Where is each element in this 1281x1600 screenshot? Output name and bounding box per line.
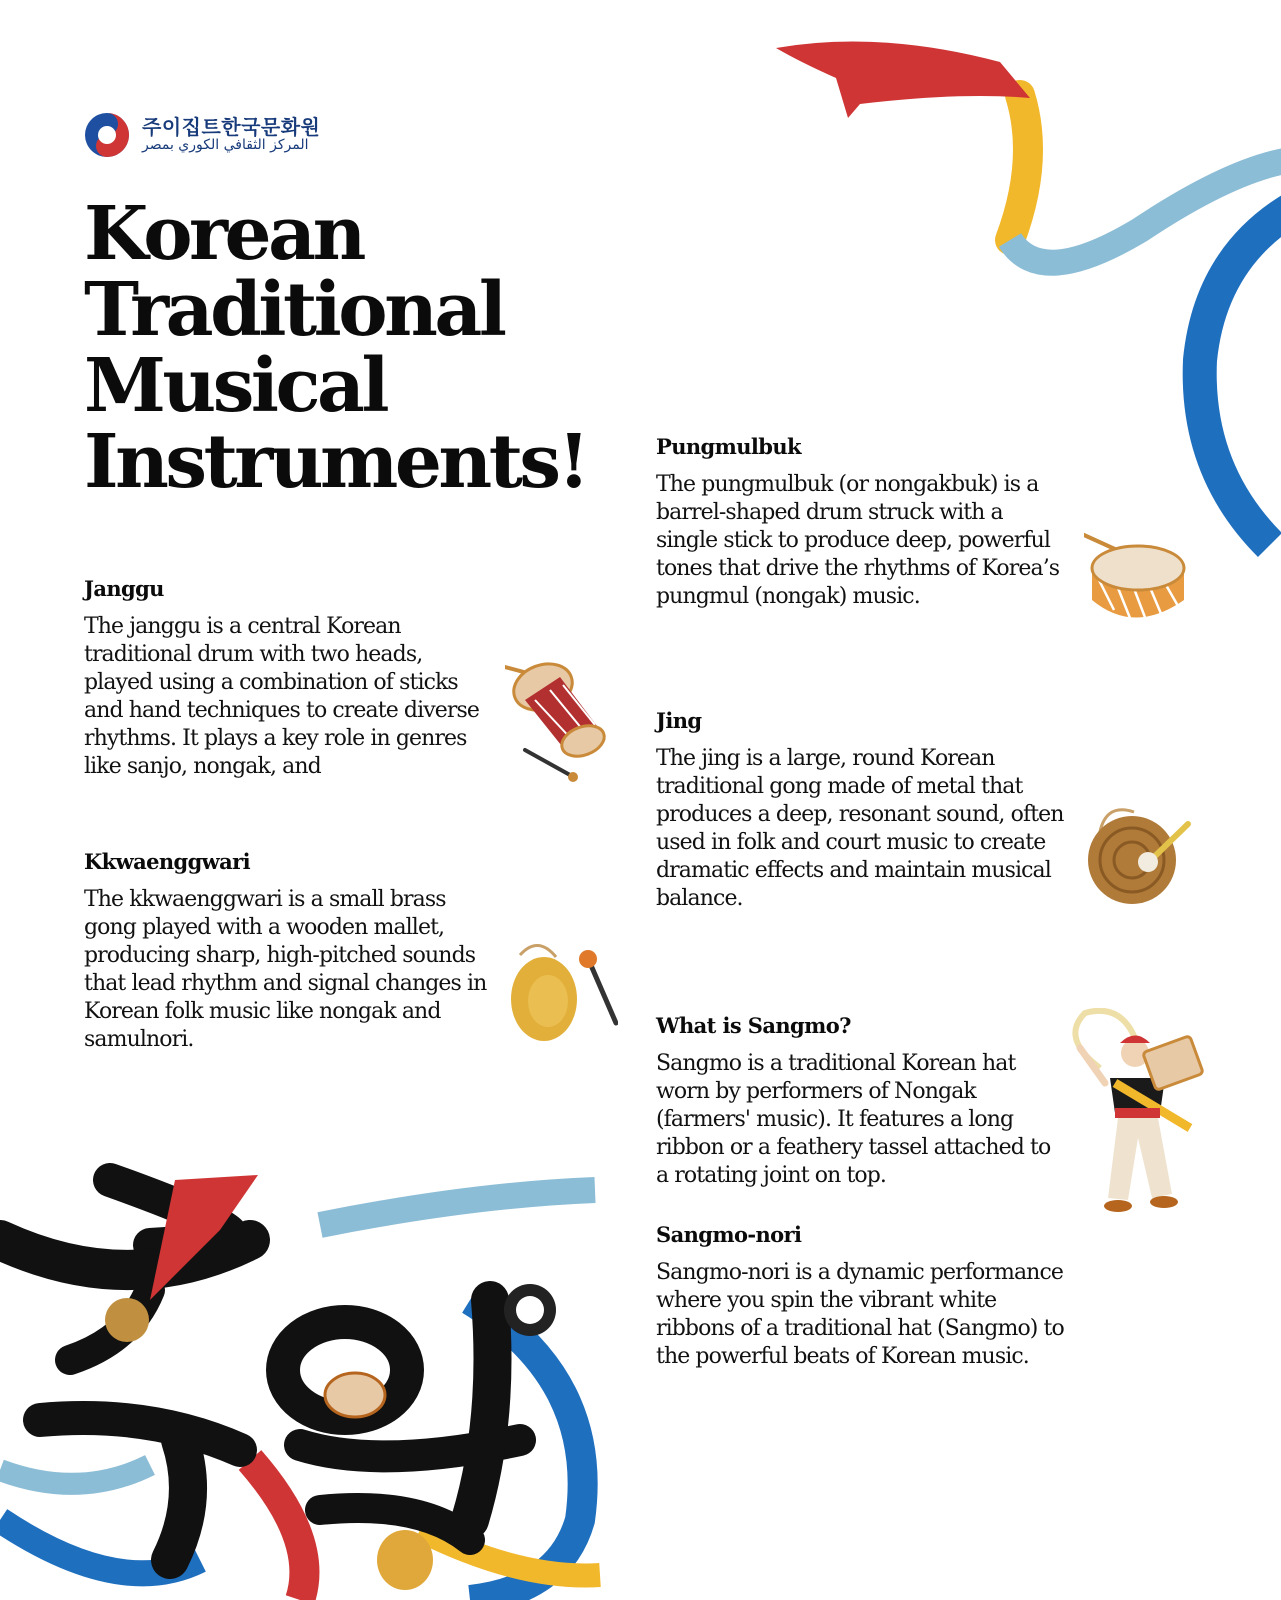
section-body: The janggu is a central Korean traditional drum with two heads, played using a combination of sticks and hand techniques to create diverse rhythms. It plays a key role in genres like sanjo, nongak, and: [84, 614, 480, 779]
section-body: Sangmo is a traditional Korean hat worn by performers of Nongak (farmers' music). It features a long ribbon or a feathery tassel attached to a rotating joint on top.: [656, 1051, 1051, 1188]
page-title: Korean Traditional Musical Instruments!: [84, 191, 587, 505]
section-heading: What is Sangmo?: [656, 1013, 851, 1038]
pungmulbuk-icon: [1084, 530, 1194, 635]
taegeuk-logo-icon: [84, 112, 130, 158]
section-body: The pungmulbuk (or nongakbuk) is a barrel-shaped drum struck with a single stick to produce deep, powerful tones that drive the rhythms of Korea’s pungmul (nongak) music.: [656, 472, 1060, 609]
section-heading: Kkwaenggwari: [84, 849, 251, 874]
section-body: The kkwaenggwari is a small brass gong played with a wooden mallet, producing sharp, high-pitched sounds that lead rhythm and signal changes in Korean folk music like nongak and samulnori.: [84, 887, 487, 1052]
section-body: Sangmo-nori is a dynamic performance where you spin the vibrant white ribbons of a traditional hat (Sangmo) to the powerful beats of Korean music.: [656, 1260, 1064, 1369]
section-heading: Jing: [656, 708, 702, 733]
section-heading: Janggu: [84, 576, 164, 601]
logo-korean-name: 주이집트한국문화원: [142, 115, 321, 140]
kkwaenggwari-icon: [508, 935, 618, 1050]
jing-icon: [1084, 802, 1194, 912]
section-heading: Pungmulbuk: [656, 434, 801, 459]
logo: [84, 112, 320, 158]
section-body: The jing is a large, round Korean traditional gong made of metal that produces a deep, resonant sound, often used in folk and court music to create dramatic effects and maintain musical balance.: [656, 746, 1064, 911]
section-sangmo: [656, 1013, 1066, 1190]
section-jing: [656, 708, 1066, 913]
section-sangmo-nori: [656, 1222, 1066, 1371]
section-pungmulbuk: [656, 434, 1066, 611]
sangmo-dancer-icon: [1060, 1008, 1220, 1233]
logo-arabic-name: المركز الثقافي الكوري بمصر: [142, 137, 309, 154]
section-janggu: [84, 576, 494, 781]
section-kkwaenggwari: [84, 849, 494, 1054]
janggu-icon: [505, 655, 625, 795]
section-heading: Sangmo-nori: [656, 1222, 802, 1247]
